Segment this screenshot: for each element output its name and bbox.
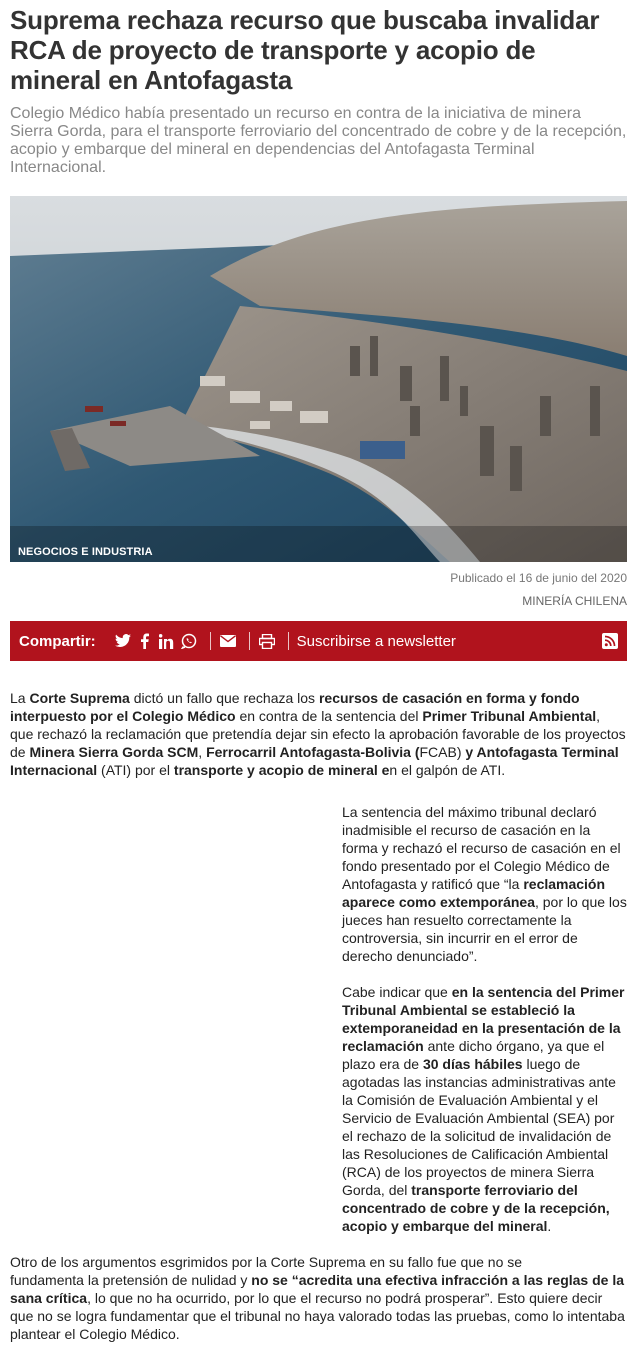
text-run: Minera Sierra Gorda SCM — [29, 744, 199, 760]
text-run: 30 días hábiles — [422, 1056, 523, 1072]
text-run: Primer Tribunal Ambiental — [422, 708, 597, 724]
text-run: transporte ferroviario del concentrado de cobre y de la recepción, acopio y embarque del mineral — [342, 1182, 610, 1234]
text-run: , por lo que los jueces han resuelto correctamente la controversia, sin incurrir en el error de derecho denunciado”. — [342, 894, 627, 964]
article-source[interactable]: MINERÍA CHILENA — [522, 594, 627, 608]
rss-icon[interactable] — [602, 633, 618, 649]
text-run: dictó un fallo que rechaza los — [129, 690, 319, 706]
print-icon[interactable] — [258, 632, 276, 650]
facebook-icon[interactable] — [136, 632, 154, 650]
text-run: transporte y acopio de mineral e — [173, 762, 390, 778]
text-run: y Antofagasta Terminal Internacional — [10, 744, 619, 778]
linkedin-icon[interactable] — [158, 632, 176, 650]
category-label[interactable]: NEGOCIOS E INDUSTRIA — [18, 546, 153, 558]
text-run: luego de agotadas las instancias administrativas ante la Comisión de Evaluación Ambiental y el Servicio de Evaluación Ambiental (SEA) por el rechazo de la solicitud de invalidación de las Resoluciones de Calificación Ambiental (RCA) de los proyectos de minera Sierra Gorda, del — [342, 1056, 616, 1198]
article-subtitle: Colegio Médico había presentado un recurso en contra de la iniciativa de minera Sierra Gorda, para el transporte ferroviario del concentrado de cobre y de la recepción, acopio y embarque del mineral en dependencias del Antofagasta Terminal Internacional. — [10, 105, 627, 176]
right-column — [342, 803, 627, 1235]
hero-image — [10, 196, 627, 562]
paragraph-intro — [10, 689, 627, 779]
whatsapp-icon[interactable] — [180, 632, 198, 650]
text-run: , — [198, 744, 207, 760]
divider — [288, 632, 289, 650]
text-run: fundamenta la pretensión de nulidad y — [10, 1272, 252, 1288]
text-run: . — [547, 1218, 552, 1234]
text-run: reclamación aparece como extemporánea — [342, 876, 606, 910]
text-run: Ferrocarril Antofagasta-Bolivia ( — [206, 744, 420, 760]
text-run: en contra de la sentencia del — [235, 708, 423, 724]
antofagasta-aerial-photo — [10, 196, 627, 562]
publish-date: Publicado el 16 de junio del 2020 — [450, 571, 627, 585]
text-run: ante dicho órgano, ya que el plazo era de — [342, 1038, 605, 1072]
text-run: recursos de casación en forma y fondo interpuesto por el Colegio Médico — [10, 690, 580, 724]
text-run: Corte Suprema — [29, 690, 130, 706]
share-bar — [10, 621, 627, 661]
newsletter-link[interactable]: Suscribirse a newsletter — [296, 632, 456, 650]
text-run: Cabe indicar que — [342, 984, 452, 1000]
article-meta — [10, 571, 627, 608]
article-body — [10, 689, 627, 1343]
paragraph-extemporaneity — [342, 983, 627, 1235]
paragraph-arguments-start: Otro de los argumentos esgrimidos por la Corte Suprema en su fallo fue que no se — [10, 1254, 523, 1270]
text-run: , lo que no ha ocurrido, por lo que el recurso no podrá prosperar”. Esto quiere decir que no se logra fundamentar que el tribunal no haya valorado todas las pruebas, como lo intentaba plantear el Colegio Médico. — [10, 1290, 625, 1342]
text-run: La sentencia del máximo tribunal declaró inadmisible el recurso de casación en la forma y rechazó el recurso de casación en el fondo presentado por el Colegio Médico de Antofagasta y ratificó que “la — [342, 804, 621, 892]
email-icon[interactable] — [219, 632, 237, 650]
text-run: La — [10, 690, 30, 706]
paragraph-sentence — [342, 803, 627, 965]
divider — [249, 632, 250, 650]
text-run: en la sentencia del Primer Tribunal Ambiental se estableció la extemporaneidad en la presentación de la reclamación — [342, 984, 625, 1054]
twitter-icon[interactable] — [114, 632, 132, 650]
paragraph-arguments — [10, 1271, 627, 1343]
text-run: n el galpón de ATI. — [389, 762, 506, 778]
text-run: FCAB) — [419, 744, 466, 760]
article — [10, 0, 627, 1343]
share-label: Compartir: — [19, 632, 96, 650]
text-run: (ATI) por el — [97, 762, 174, 778]
article-title: Suprema rechaza recurso que buscaba invalidar RCA de proyecto de transporte y acopio de mineral en Antofagasta — [10, 5, 600, 95]
divider — [210, 632, 211, 650]
text-run: no se “acredita una efectiva infracción a las reglas de la sana crítica — [10, 1272, 624, 1306]
text-run: , que rechazó la reclamación que pretendía dejar sin efecto la aprobación favorable de los proyectos de — [10, 708, 626, 760]
